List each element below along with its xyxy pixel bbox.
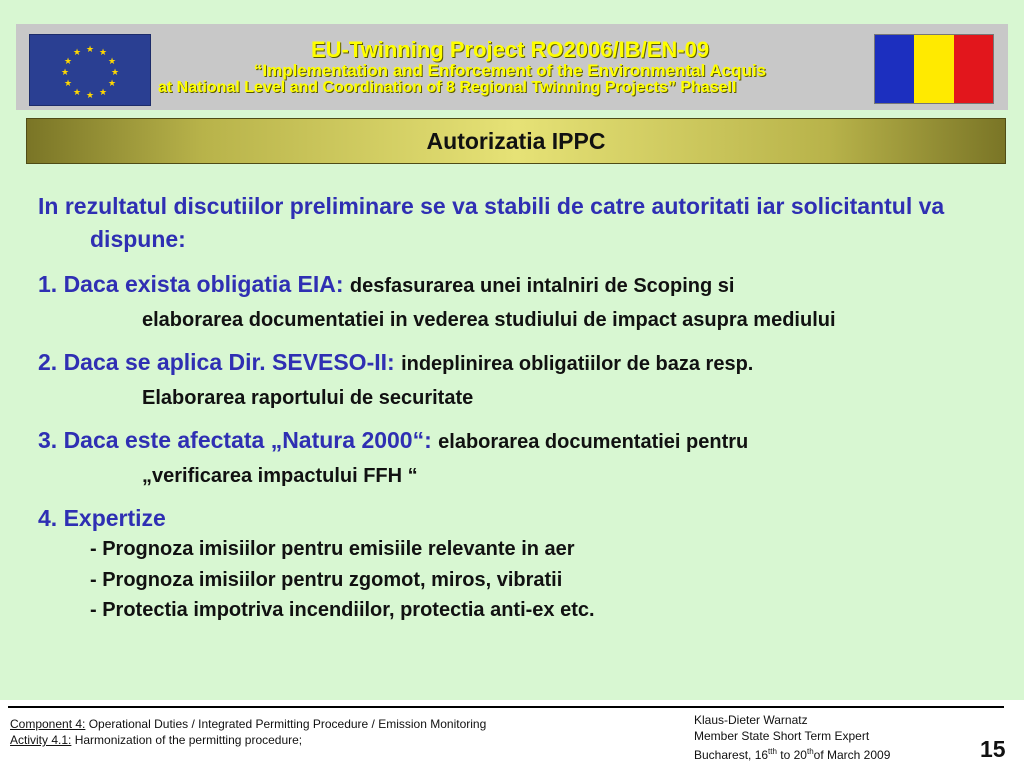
svg-text:★: ★	[98, 88, 108, 98]
romania-flag-icon	[874, 34, 994, 104]
list-item-3-continuation: „verificarea impactului FFH “	[142, 465, 418, 487]
list-item-1-label: 1. Daca exista obligatia EIA:	[38, 271, 350, 297]
component-text: Operational Duties / Integrated Permitting Procedure / Emission Monitoring	[85, 717, 487, 731]
list-item-3	[38, 424, 988, 492]
svg-text:★: ★	[63, 79, 73, 89]
footer-divider	[8, 706, 1004, 708]
footer-author: Klaus-Dieter Warnatz	[694, 713, 808, 727]
page-number: 15	[980, 736, 1006, 762]
list-item-4-subitem: - Prognoza imisiilor pentru emisiile relevante in aer	[90, 538, 575, 560]
svg-text:★: ★	[72, 88, 82, 98]
eu-flag-icon	[29, 34, 151, 106]
svg-text:★: ★	[107, 79, 117, 89]
list-item-2	[38, 346, 988, 414]
footer-location-date: Bucharest, $16^{tth}$ to 20thof March 2009	[694, 747, 891, 762]
svg-text:★: ★	[110, 68, 120, 78]
svg-text:★: ★	[98, 48, 108, 58]
list-item-1-continuation: elaborarea documentatiei in vederea studiului de impact asupra mediului	[142, 309, 836, 331]
footer-right	[694, 712, 890, 763]
slide-body	[38, 190, 988, 626]
list-item-4-subitem: - Protectia impotriva incendiilor, protectia anti-ex etc.	[90, 599, 595, 621]
footer-left	[10, 716, 486, 748]
list-item-2-text: indeplinirea obligatiilor de baza resp.	[401, 353, 754, 375]
svg-text:★: ★	[85, 91, 95, 101]
list-item-2-label: 2. Daca se aplica Dir. SEVESO-II:	[38, 349, 402, 375]
svg-text:★: ★	[72, 48, 82, 58]
list-item-3-text: elaborarea documentatiei pentru	[438, 431, 749, 453]
header-subtitle-line2: at National Level and Coordination of 8 Regional Twinning Projects” PhaseII	[158, 79, 737, 96]
list-item-4-label: 4. Expertize	[38, 505, 166, 531]
list-item-4-subitem: - Prognoza imisiilor pentru zgomot, miros, vibratii	[90, 568, 563, 591]
list-item-3-label: 3. Daca este afectata „Natura 2000“:	[38, 427, 439, 453]
component-label: Component 4:	[10, 717, 86, 731]
slide-title-bar	[26, 118, 1006, 164]
list-item-1-text: desfasurarea unei intalniri de Scoping si	[349, 275, 735, 297]
svg-text:★: ★	[85, 45, 95, 55]
svg-text:★: ★	[60, 68, 70, 78]
svg-text:★: ★	[63, 57, 73, 67]
header-subtitle-line1: “Implementation and Enforcement of the Environmental Acquis	[253, 61, 767, 80]
footer-role: Member State Short Term Expert	[694, 729, 870, 743]
intro-paragraph: In rezultatul discutiilor preliminare se va stabili de catre autoritati iar solicitantul va dispune:	[38, 193, 945, 252]
slide-title: Autorizatia IPPC	[426, 127, 606, 154]
activity-text: Harmonization of the permitting procedure;	[71, 733, 303, 747]
svg-text:★: ★	[107, 57, 117, 67]
header-title: EU-Twinning Project RO2006/IB/EN-09	[310, 37, 710, 62]
list-item-2-continuation: Elaborarea raportului de securitate	[142, 387, 474, 409]
list-item-1	[38, 268, 988, 336]
activity-label: Activity 4.1:	[10, 733, 72, 747]
